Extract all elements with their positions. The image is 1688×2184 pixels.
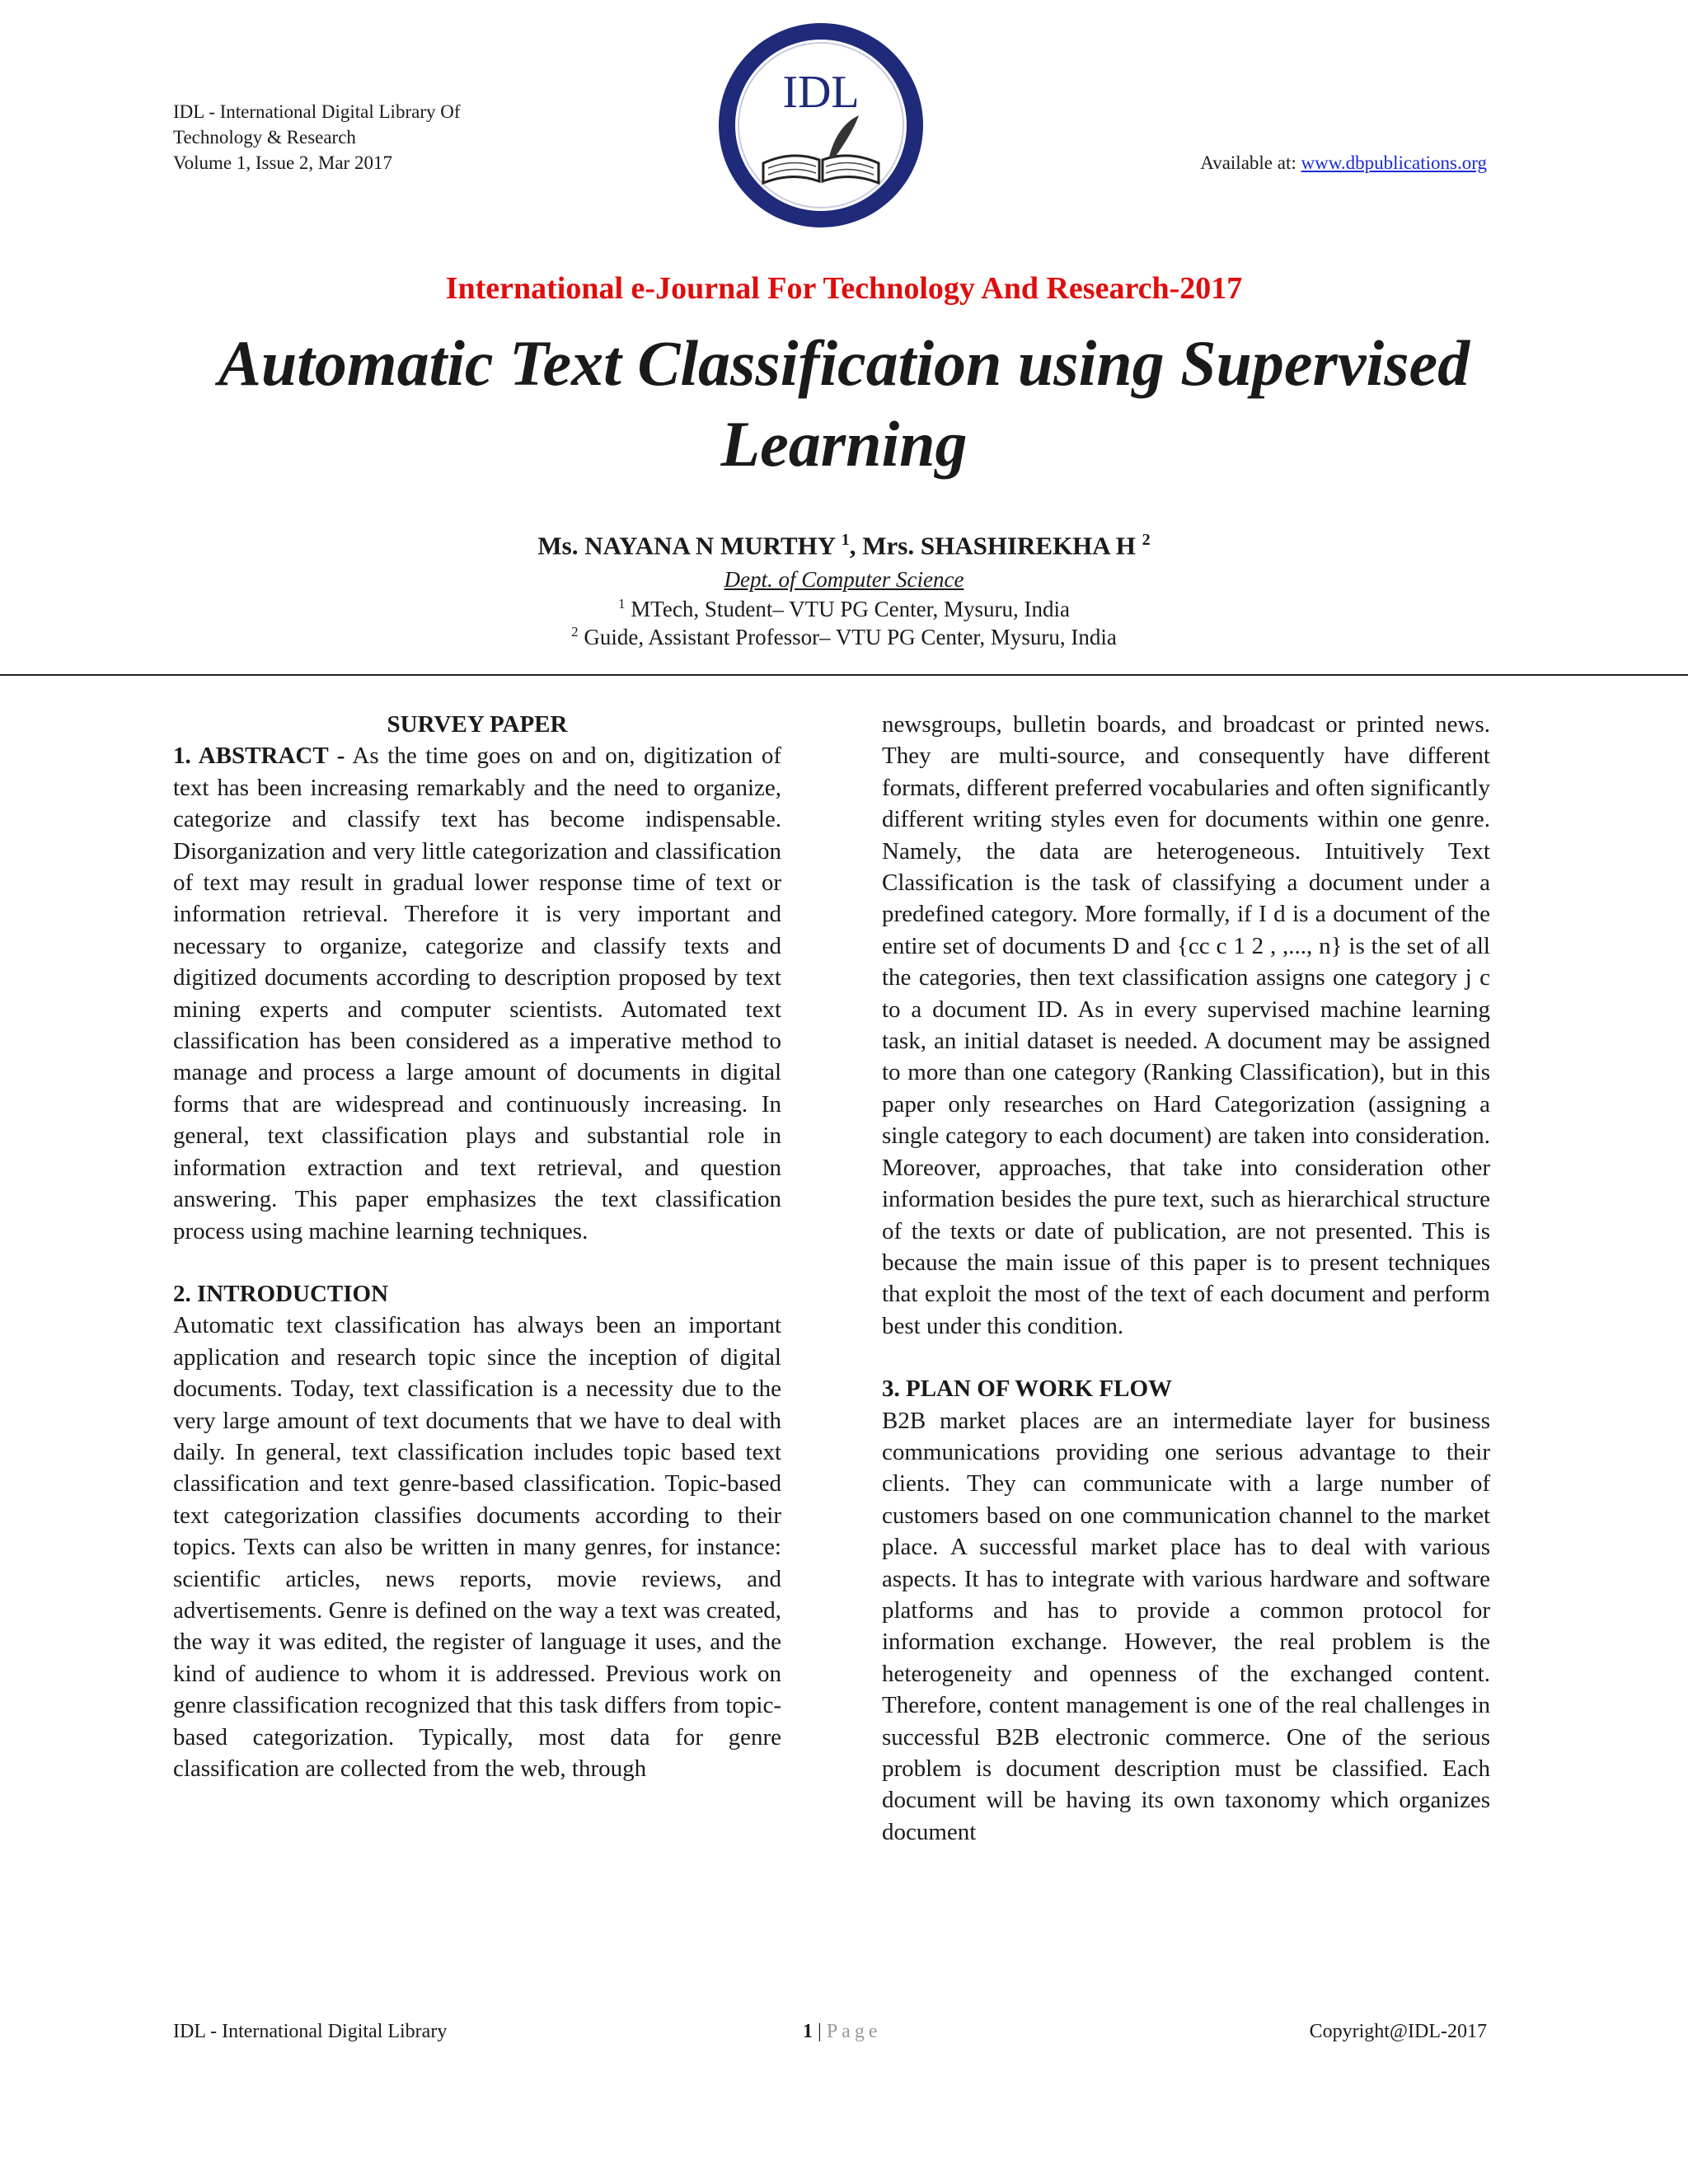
spacer [173,1247,781,1278]
journal-name: International e-Journal For Technology And Research-2017 [445,271,1243,306]
department: Dept. of Computer Science [724,567,964,592]
author-1-sup: 1 [841,531,850,549]
right-column [882,709,1490,1848]
logo-emblem-icon [714,18,928,232]
header-line-3: Volume 1, Issue 2, Mar 2017 [173,152,392,173]
affiliation-1-text: MTech, Student– VTU PG Center, Mysuru, India [631,597,1070,621]
introduction-continued-text: newsgroups, bulletin boards, and broadcast or printed news. They are multi-source, and consequently have different formats, different preferred vocabularies and often significantly different writing styles even for documents within one genre. Namely, the data are heterogeneous. Intuitively Text Classification is the task of classifying a document under a predefined category. More formally, if I d is a document of the entire set of documents D and {cc c 1 2 , ,..., n} is the set of all the categories, then text classification assigns one category j c to a document ID. As in every supervised machine learning task, an initial dataset is needed. A document may be assigned to more than one category (Ranking Classification), but in this paper only researches on Hard Categorization (assigning a single category to each document) are taken into consideration. Moreover, approaches, that take into consideration other information besides the pure text, such as hierarchical structure of the texts or date of publication, are not presented. This is because the main issue of this paper is to present techniques that exploit the most of the text of each document and perform best under this condition. [882,711,1490,1339]
author-separator: , [849,531,863,560]
introduction-heading: 2. INTRODUCTION [173,1280,389,1307]
author-2: Mrs. SHASHIREKHA H [862,531,1136,560]
idl-logo [714,18,928,232]
affiliation-2 [0,624,1688,650]
header-divider [0,674,1688,676]
abstract-text: As the time goes on and on, digitization of text has been increasing remarkably and the need to organize, categorize and classify text has become indispensable. Disorganization and very little categorization and classification of text may result in gradual lower response time of text or information retrieval. Therefore it is very important and necessary to organize, categorize and classify texts and digitized documents according to description proposed by text mining experts and computer scientists. Automated text classification has been considered as a imperative method to manage and process a large amount of documents in digital forms that are widespread and continuously increasing. In general, text classification plays and substantial role in information extraction and text retrieval, and question answering. This paper emphasizes the text classification process using machine learning techniques. [173,743,781,1244]
spacer [882,1342,1490,1373]
footer-library: IDL - International Digital Library [173,2021,448,2042]
plan-text: B2B market places are an intermediate layer for business communications providing one serious advantage to their clients. They can communicate with a large number of customers based on one communication channel to the market place. A successful market place has to deal with various aspects. It has to integrate with various hardware and software platforms and has to provide a common protocol for information exchange. However, the real problem is the heterogeneity and openness of the exchanged content. Therefore, content management is one of the real challenges in successful B2B electronic commerce. One of the serious problem is document description must be classified. Each document will be having its own taxonomy which organizes document [882,1407,1490,1845]
publisher-link[interactable]: www.dbpublications.org [1301,152,1487,173]
availability-note [1200,150,1487,176]
affiliation-2-sup: 2 [571,624,579,640]
author-1: Ms. NAYANA N MURTHY [537,531,836,560]
logo-text: IDL [782,67,860,118]
left-column [173,709,781,1784]
page-number: 1 [803,2021,813,2042]
paper-title: Automatic Text Classification using Supervised Learning [218,327,1470,480]
affiliation-2-text: Guide, Assistant Professor– VTU PG Center, Mysuru, India [584,625,1117,649]
survey-label: SURVEY PAPER [387,711,568,738]
header-line-2: Technology & Research [173,127,356,148]
affiliation-1 [0,596,1688,622]
abstract-heading: 1. ABSTRACT - [173,743,345,770]
page-separator: | [813,2021,827,2042]
footer-page [803,2021,881,2043]
affiliation-1-sup: 1 [618,596,626,612]
journal-header-info [173,99,461,176]
footer-copyright: Copyright@IDL-2017 [1309,2021,1487,2042]
page-label: Page [826,2021,882,2042]
abstract-paragraph [173,740,781,1247]
author-line [0,531,1688,560]
introduction-text: Automatic text classification has always been an important application and research topic since the inception of digital documents. Today, text classification is a necessity due to the very large amount of text documents that we have to deal with daily. In general, text classification includes topic based text classification and text genre-based classification. Topic-based text categorization classifies documents according to their topics. Texts can also be written in many genres, for instance: scientific articles, news reports, movie reviews, and advertisements. Genre is defined on the way a text was created, the way it was edited, the register of language it uses, and the kind of audience to whom it is addressed. Previous work on genre classification recognized that this task differs from topic-based categorization. Typically, most data for genre classification are collected from the web, through [173,1312,781,1782]
header-line-1: IDL - International Digital Library Of [173,101,461,122]
author-2-sup: 2 [1142,531,1151,549]
available-label: Available at: [1200,152,1301,173]
plan-heading: 3. PLAN OF WORK FLOW [882,1376,1173,1403]
